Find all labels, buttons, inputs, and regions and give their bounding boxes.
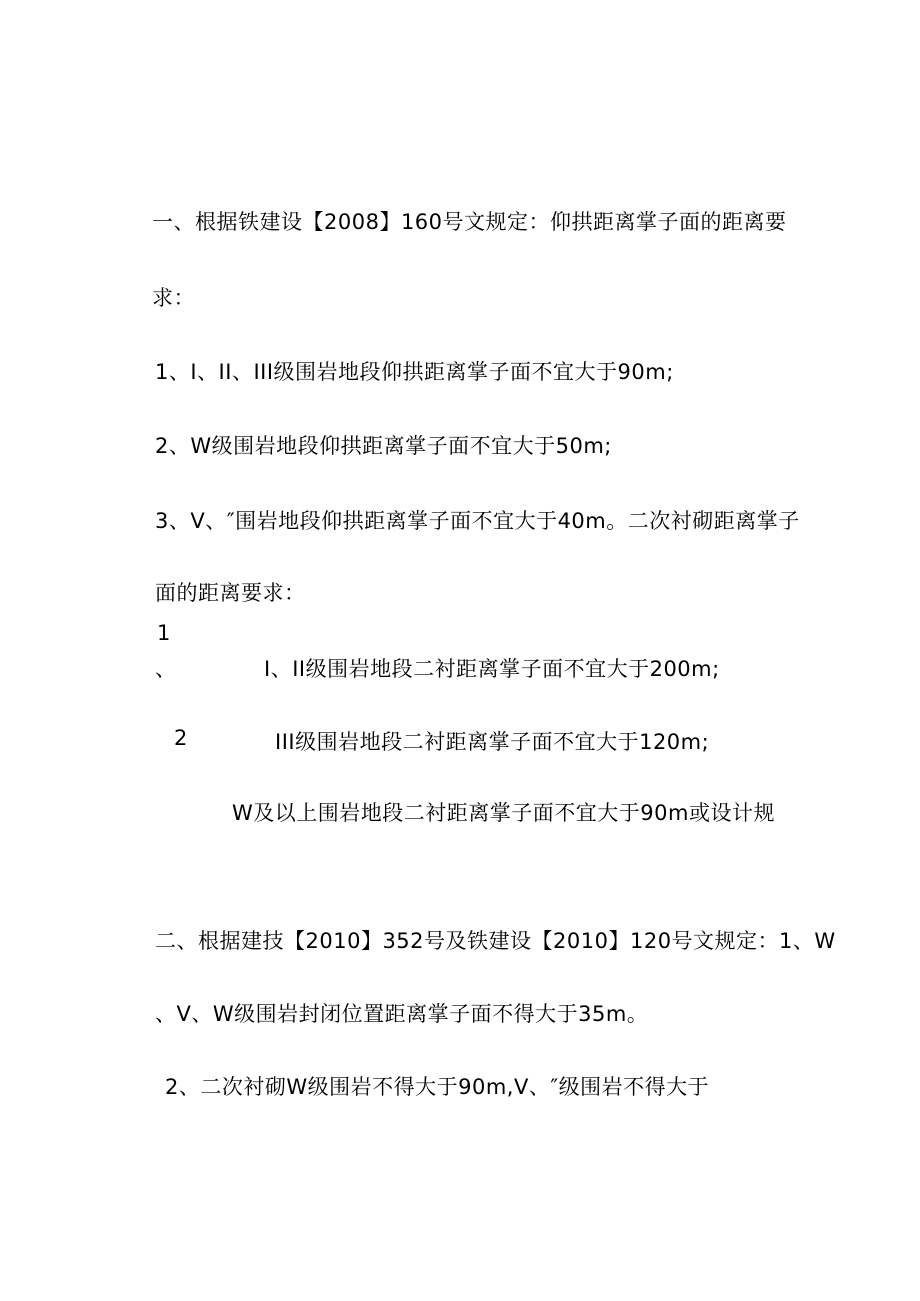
sub-item3-text: W及以上围岩地段二衬距离掌子面不宜大于90m或设计规 bbox=[232, 801, 775, 825]
sub-item1-text: I、II级围岩地段二衬距离掌子面不宜大于200m; bbox=[264, 657, 720, 681]
sub-item1-separator: 、 bbox=[155, 657, 177, 681]
sub-item1-number: 1 bbox=[157, 621, 171, 645]
sub-item2-number: 2 bbox=[174, 726, 188, 750]
section1-item2: 2、W级围岩地段仰拱距离掌子面不宜大于50m; bbox=[155, 434, 612, 458]
section2-heading-line1: 二、根据建技【2010】352号及铁建设【2010】120号文规定：1、W bbox=[155, 929, 836, 953]
section1-item3-line2: 面的距离要求： bbox=[155, 581, 306, 605]
sub-item2-text: III级围岩地段二衬距离掌子面不宜大于120m; bbox=[275, 730, 710, 754]
section2-item2: 2、二次衬砌W级围岩不得大于90m,V、″级围岩不得大于 bbox=[165, 1075, 710, 1099]
section1-heading-line1: 一、根据铁建设【2008】160号文规定：仰拱距离掌子面的距离要 bbox=[152, 210, 787, 234]
section1-item1: 1、I、II、III级围岩地段仰拱距离掌子面不宜大于90m; bbox=[155, 360, 674, 384]
section1-heading-line2: 求： bbox=[152, 286, 195, 310]
section2-heading-line2: 、V、W级围岩封闭位置距离掌子面不得大于35m。 bbox=[155, 1002, 649, 1026]
section1-item3-line1: 3、V、″围岩地段仰拱距离掌子面不宜大于40m。二次衬砌距离掌子 bbox=[155, 509, 800, 533]
